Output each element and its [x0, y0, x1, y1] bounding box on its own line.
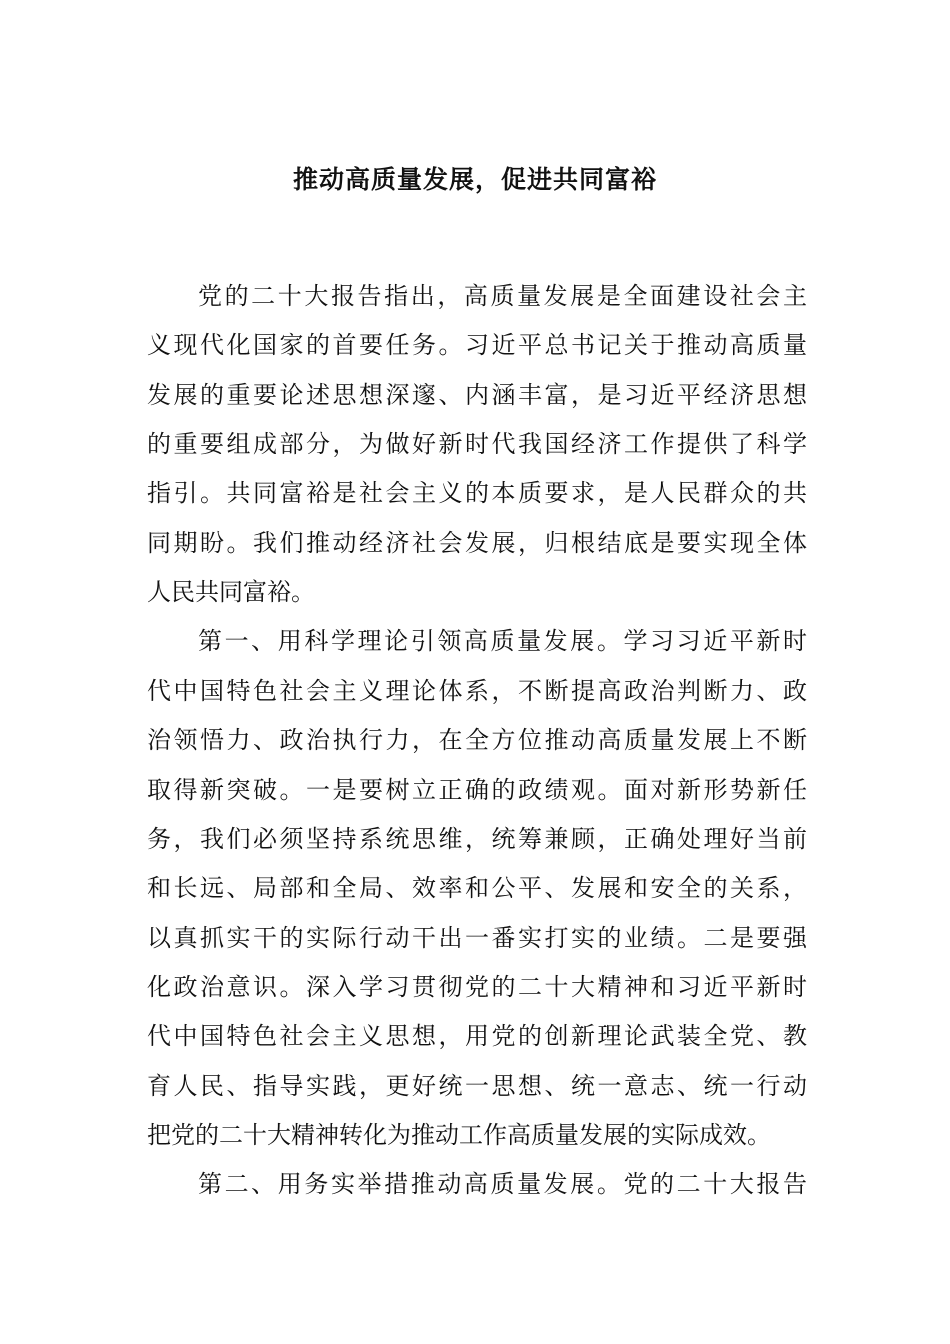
text-line: 义现代化国家的首要任务。习近平总书记关于推动高质量	[147, 331, 807, 359]
text-line: 把党的二十大精神转化为推动工作高质量发展的实际成效。	[147, 1121, 771, 1149]
text-line: 和长远、局部和全局、效率和公平、发展和安全的关系，	[147, 874, 807, 902]
text-line: 人民共同富裕。	[147, 578, 315, 606]
text-line: 第二、用务实举措推动高质量发展。党的二十大报告	[198, 1170, 807, 1198]
text-line: 党的二十大报告指出，高质量发展是全面建设社会主	[198, 282, 807, 310]
text-line: 务，我们必须坚持系统思维，统筹兼顾，正确处理好当前	[147, 825, 807, 853]
document-title: 推动高质量发展，促进共同富裕	[292, 165, 657, 194]
text-line: 发展的重要论述思想深邃、内涵丰富，是习近平经济思想	[147, 381, 807, 409]
text-line: 育人民、指导实践，更好统一思想、统一意志、统一行动	[147, 1072, 807, 1100]
text-line: 的重要组成部分，为做好新时代我国经济工作提供了科学	[147, 430, 807, 458]
text-line: 以真抓实干的实际行动干出一番实打实的业绩。二是要强	[147, 924, 807, 952]
text-line: 指引。共同富裕是社会主义的本质要求，是人民群众的共	[147, 479, 807, 507]
text-line: 同期盼。我们推动经济社会发展，归根结底是要实现全体	[147, 529, 807, 557]
text-line: 化政治意识。深入学习贯彻党的二十大精神和习近平新时	[147, 973, 807, 1001]
text-line: 治领悟力、政治执行力，在全方位推动高质量发展上不断	[147, 726, 807, 754]
text-line: 代中国特色社会主义理论体系，不断提高政治判断力、政	[147, 677, 807, 705]
text-line: 取得新突破。一是要树立正确的政绩观。面对新形势新任	[147, 776, 807, 804]
text-line: 第一、用科学理论引领高质量发展。学习习近平新时	[198, 627, 807, 655]
text-line: 代中国特色社会主义思想，用党的创新理论武装全党、教	[147, 1022, 807, 1050]
